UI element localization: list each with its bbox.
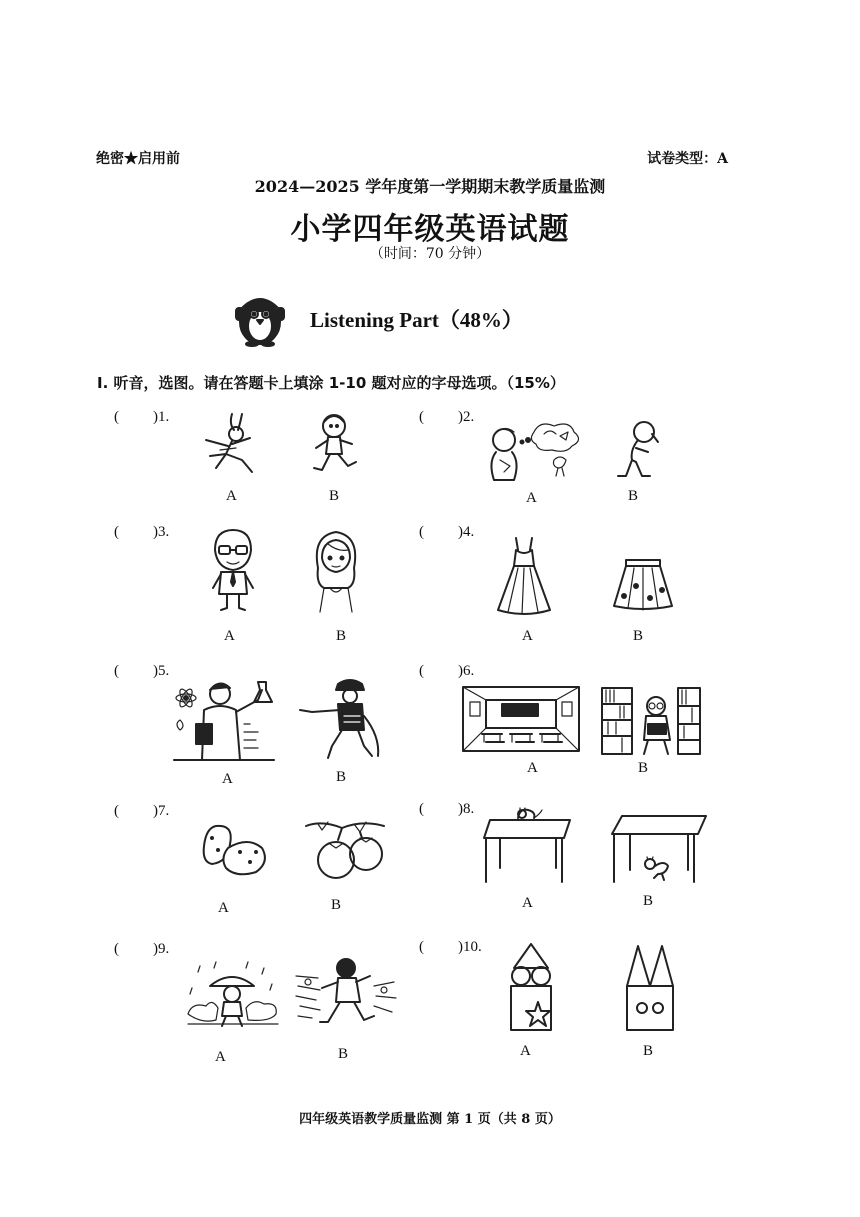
question-number: )7. bbox=[153, 803, 170, 819]
option-b-label[interactable]: B bbox=[633, 628, 644, 644]
person-with-bird-thoughts-icon bbox=[480, 420, 586, 490]
potatoes-icon bbox=[202, 822, 268, 878]
question-number: )1. bbox=[153, 409, 170, 425]
running-boy-icon bbox=[306, 410, 364, 476]
skirt-icon bbox=[612, 556, 674, 610]
option-a-label[interactable]: A bbox=[215, 1049, 226, 1065]
tomatoes-icon bbox=[302, 818, 388, 882]
option-b-label[interactable]: B bbox=[643, 1043, 654, 1059]
cat-on-table-icon bbox=[480, 808, 574, 884]
man-with-glasses-icon bbox=[205, 528, 261, 612]
option-a-label[interactable]: A bbox=[527, 760, 538, 776]
option-a-label[interactable]: A bbox=[218, 900, 229, 916]
option-a-label[interactable]: A bbox=[222, 771, 233, 787]
firefighter-icon bbox=[298, 676, 384, 760]
scientist-icon bbox=[170, 676, 278, 764]
question-number: )10. bbox=[458, 939, 482, 955]
question-number: )3. bbox=[153, 524, 170, 540]
question-number: )5. bbox=[153, 663, 170, 679]
option-a-label[interactable]: A bbox=[226, 488, 237, 504]
option-b-label[interactable]: B bbox=[329, 488, 340, 504]
exam-title: 小学四年级英语试题 bbox=[290, 212, 570, 247]
answer-paren[interactable]: ( bbox=[114, 941, 119, 957]
answer-paren[interactable]: ( bbox=[419, 524, 424, 540]
option-a-label[interactable]: A bbox=[520, 1043, 531, 1059]
option-a-label[interactable]: A bbox=[224, 628, 235, 644]
option-a-label[interactable]: A bbox=[522, 895, 533, 911]
penguin-with-headphones-icon bbox=[232, 290, 288, 346]
option-b-label[interactable]: B bbox=[336, 628, 347, 644]
cat-under-table-icon bbox=[608, 812, 708, 884]
option-a-label[interactable]: A bbox=[526, 490, 537, 506]
question-number: )2. bbox=[458, 409, 475, 425]
library-icon bbox=[600, 686, 702, 756]
page-footer: 四年级英语教学质量监测 第 1 页（共 8 页） bbox=[299, 1112, 561, 1127]
question-number: )9. bbox=[153, 941, 170, 957]
sad-walking-figure-icon bbox=[612, 418, 668, 480]
exam-subtitle: 2024—2025 学年度第一学期期末教学质量监测 bbox=[254, 177, 606, 196]
paper-type-label: 试卷类型：A bbox=[647, 151, 728, 167]
answer-paren[interactable]: ( bbox=[419, 663, 424, 679]
girl-with-long-hair-icon bbox=[308, 528, 364, 612]
question-number: )8. bbox=[458, 801, 475, 817]
option-b-label[interactable]: B bbox=[336, 769, 347, 785]
option-a-label[interactable]: A bbox=[522, 628, 533, 644]
answer-paren[interactable]: ( bbox=[419, 801, 424, 817]
running-rabbit-icon bbox=[202, 410, 262, 476]
answer-paren[interactable]: ( bbox=[114, 663, 119, 679]
listening-part-title: Listening Part（48%） bbox=[310, 308, 523, 332]
option-b-label[interactable]: B bbox=[331, 897, 342, 913]
dress-icon bbox=[494, 536, 554, 618]
confidential-label: 绝密★启用前 bbox=[96, 151, 180, 167]
rainy-weather-icon bbox=[186, 958, 280, 1030]
option-b-label[interactable]: B bbox=[338, 1046, 349, 1062]
answer-paren[interactable]: ( bbox=[114, 803, 119, 819]
section-1-instruction: I. 听音，选图。请在答题卡上填涂 1-10 题对应的字母选项。（15%） bbox=[97, 374, 565, 392]
option-b-label[interactable]: B bbox=[643, 893, 654, 909]
question-number: )4. bbox=[458, 524, 475, 540]
triangle-circle-square-star-icon bbox=[508, 942, 554, 1032]
question-number: )6. bbox=[458, 663, 475, 679]
answer-paren[interactable]: ( bbox=[114, 524, 119, 540]
answer-paren[interactable]: ( bbox=[419, 939, 424, 955]
option-b-label[interactable]: B bbox=[628, 488, 639, 504]
classroom-icon bbox=[462, 686, 580, 752]
answer-paren[interactable]: ( bbox=[114, 409, 119, 425]
exam-time: （时间：70 分钟） bbox=[369, 246, 491, 262]
windy-weather-icon bbox=[294, 956, 398, 1030]
triangles-square-circles-icon bbox=[624, 944, 676, 1032]
option-b-label[interactable]: B bbox=[638, 760, 649, 776]
answer-paren[interactable]: ( bbox=[419, 409, 424, 425]
